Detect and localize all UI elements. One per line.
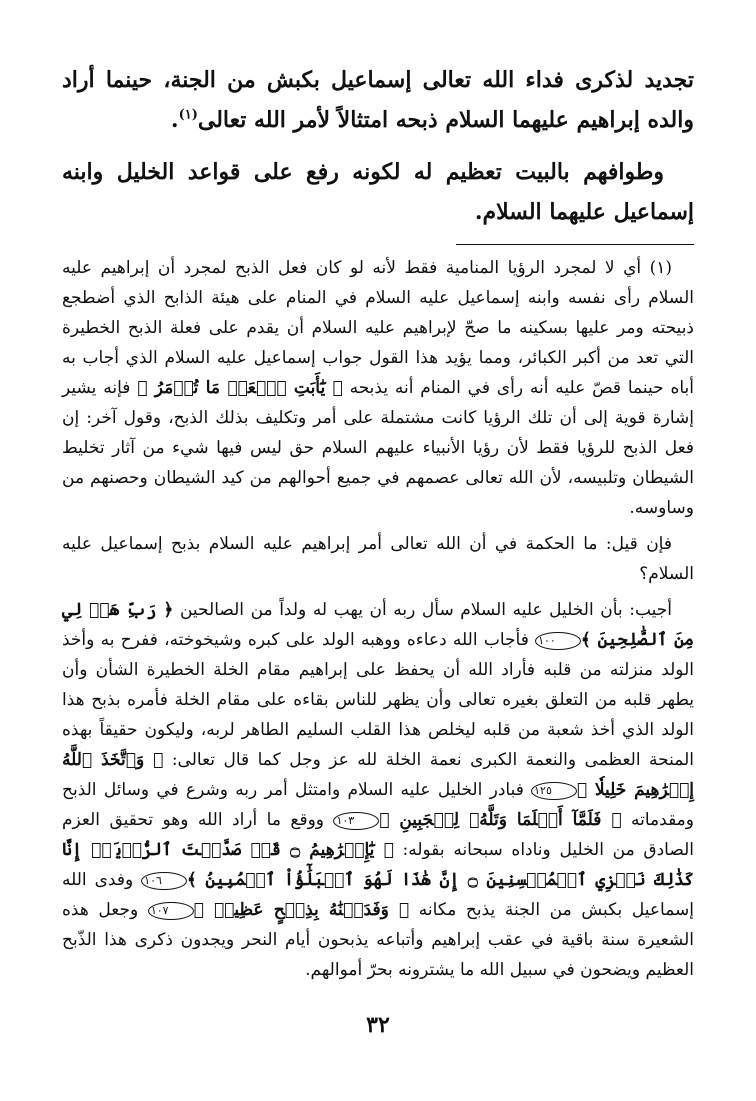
footnote-reference[interactable]: (١) (178, 107, 198, 123)
footnote-question: فإن قيل: ما الحكمة في أن الله تعالى أمر إبراهيم عليه السلام بذبح إسماعيل عليه السلام؟ (62, 534, 694, 584)
footnote-answer (62, 595, 694, 985)
page-number: ٣٢ (366, 1012, 390, 1038)
verse-number-badge: ١٠٦ (141, 872, 187, 890)
main-paragraph-1-text: تجديد لذكرى فداء الله تعالى إسماعيل بكبش من الجنة، حينما أراد والده إبراهيم عليهما السلام ذبحه امتثالاً لأمر الله تعالى (62, 67, 694, 133)
verse-number-badge: ١٠٠ (535, 632, 581, 650)
quran-verse-6: ﴿ وَفَدَيۡنَٰهُ بِذِبۡحٍ عَظِيمٖ ﴾ (193, 900, 410, 920)
answer-text-4: ووقع ما أراد الله وهو تحقيق العزم الصادق من الخليل وناداه سبحانه بقوله: (62, 810, 694, 860)
verse-number-badge: ١٢٥ (531, 782, 577, 800)
answer-text-1: أجيب: بأن الخليل عليه السلام سأل ربه أن يهب له ولداً من الصالحين (179, 600, 672, 620)
book-page (62, 60, 694, 985)
quran-verse-2: ﴿ رَبِّ هَبۡ لِي مِنَ ٱلصَّٰلِحِينَ ﴾ (62, 600, 694, 650)
footnote-1 (62, 253, 694, 523)
answer-text-5: وفدى الله إسماعيل بكبش من الجنة يذبح مكانه (62, 870, 695, 920)
main-text (62, 60, 694, 232)
main-paragraph-1 (62, 60, 694, 140)
footnote-1-text: (١) أي لا لمجرد الرؤيا المنامية فقط لأنه لو كان فعل الذبح لمجرد أن إبراهيم عليه السلام رأى نفسه وابنه إسماعيل عليه السلام في المنام على هيئة الذابح الذي أضطجع ذبيحته ومر عليها بسكينه ما صحّ لإبراهيم عليه السلام أن يقدم على فعلة الذبح الخطيرة التي تعد من أكبر الكبائر، ومما يؤيد هذا القول جواب إسماعيل عليه السلام الذي أجاب به أباه حينما قصّ عليه أنه رأى في المنام أنه يذبحه (62, 258, 694, 398)
quran-verse-3: ﴿ وَٱتَّخَذَ ٱللَّهُ إِبۡرَٰهِيمَ خَلِيلٗا ﴾ (62, 750, 695, 800)
main-paragraph-1-end: . (170, 107, 179, 133)
answer-text-3: فبادر الخليل عليه السلام وامتثل أمر ربه وشرع في وسائل الذبح ومقدماته (62, 780, 694, 830)
footnote-1-rest: فإنه يشير إشارة قوية إلى أن تلك الرؤيا كانت مشتملة على أمر وتكليف بذلك الذبح، وقول آخر: إن فعل الذبح للرؤيا فقط لأن رؤيا الأنبياء عليهم السلام حق ليس فيها شيء من آثار تخليط الشيطان وتلبيسه، لأن الله تعالى عصمهم في جميع أحوالهم من كيد الشيطان وحصنهم من وساوسه. (62, 378, 694, 518)
quran-verse-4: ﴿ فَلَمَّآ أَسۡلَمَا وَتَلَّهُۥ لِلۡجَبِينِ ﴾ (379, 810, 622, 830)
verse-number-badge: ١٠٧ (148, 902, 194, 920)
quran-verse-1: ﴿ يَٰٓأَبَتِ ٱفۡعَلۡ مَا تُؤۡمَرُ ﴾ (137, 378, 343, 398)
footnote-separator (456, 244, 694, 245)
main-paragraph-2: وطوافهم بالبيت تعظيم له لكونه رفع على قواعد الخليل وابنه إسماعيل عليهما السلام. (62, 159, 694, 225)
footnotes (62, 253, 694, 985)
answer-text-6: وجعل هذه الشعيرة سنة باقية في عقب إبراهيم وأتباعه يذبحون أيام النحر ويجدون ذكرى هذا الذّبح العظيم ويضحون في سبيل الله ما يشترونه بحرّ أموالهم. (62, 900, 694, 980)
answer-text-2: فأجاب الله دعاءه ووهبه الولد على كبره وشيخوخته، ففرح به وأخذ الولد منزلته من قلبه فأراد الله أن يحفظ على إبراهيم مقام الخلة الخطيرة الشأن وأن يطهر قلبه من التعلق بغيره تعالى وأن يظهر للناس بقاءه على مقام الخلة فأمره بذبح هذا الولد الذي أخذ شعبة من قلبه ليخلص هذا القلب السليم الطاهر لربه، وليكون حقيقاً بهذه المنحة العظمى والنعمة الكبرى نعمة الخلة لله عز وجل كما قال تعالى: (62, 630, 694, 770)
quran-verse-5: ﴿ يَٰٓإِبۡرَٰهِيمُ ۝ قَدۡ صَدَّقۡتَ ٱلرُّءۡيَآۚ إِنَّا كَذَٰلِكَ نَجۡزِي ٱلۡمُحۡسِنِينَ ۝ إِنَّ هَٰذَا لَهُوَ ٱلۡبَلَٰٓؤُاْ ٱلۡمُبِينُ ﴾ (62, 840, 694, 890)
verse-number-badge: ١٠٣ (333, 812, 379, 830)
